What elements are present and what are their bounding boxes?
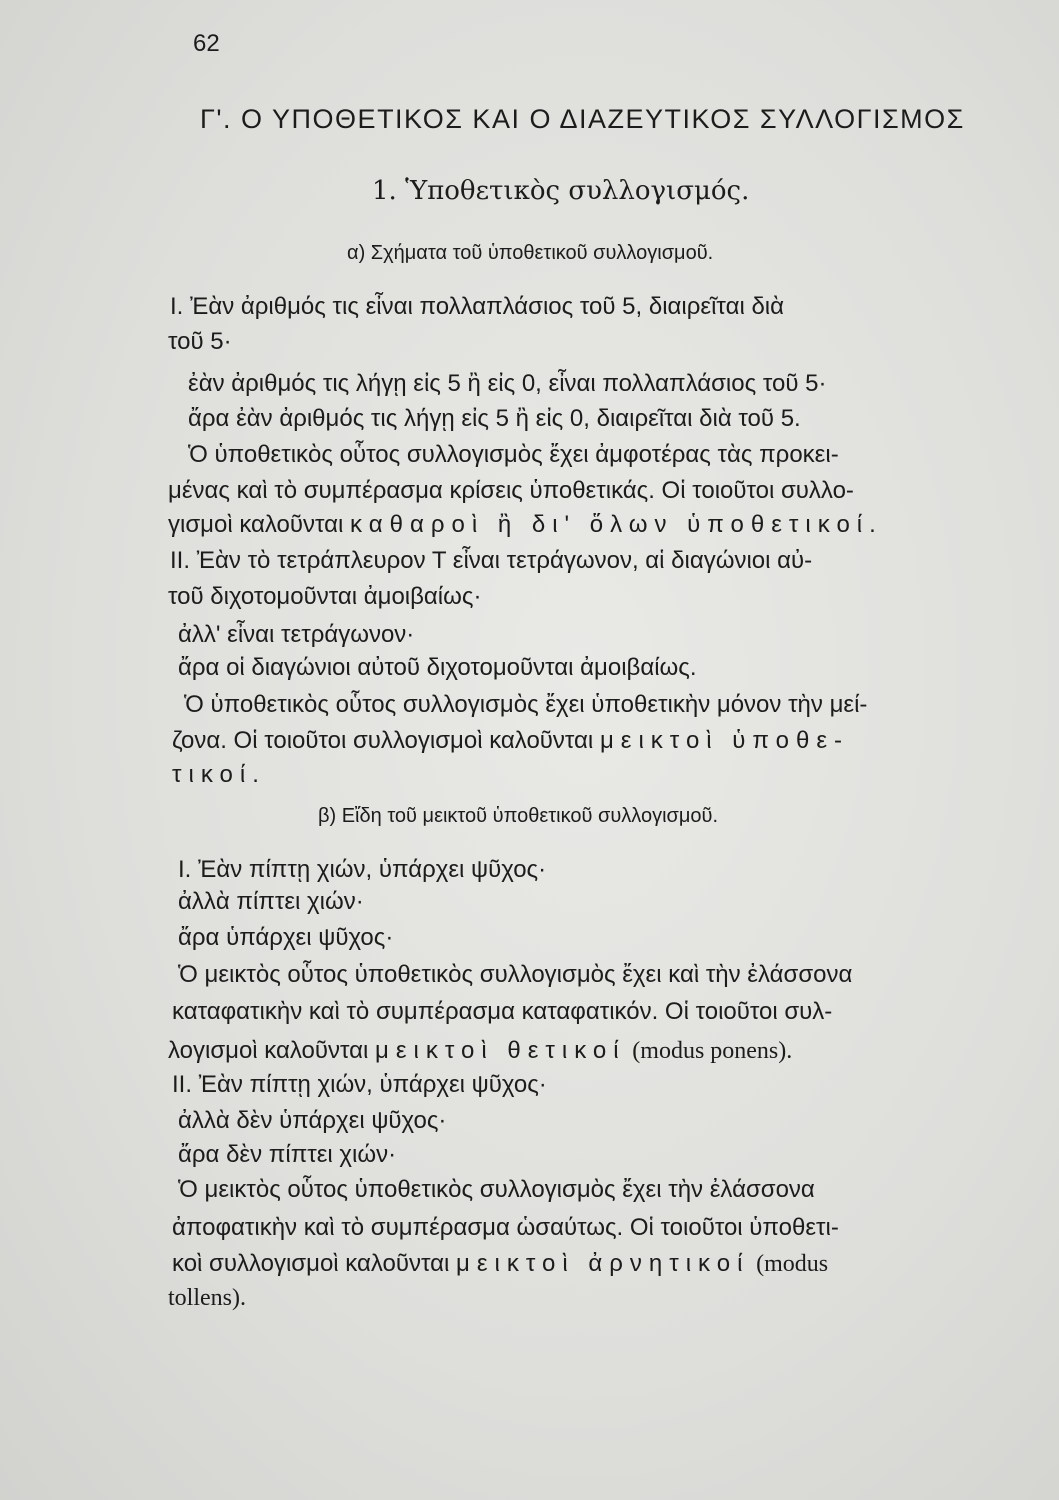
text-fragment: κοὶ συλλογισμοὶ καλοῦνται — [172, 1250, 450, 1277]
latin-term: tollens). — [168, 1285, 246, 1311]
text-line: I. Ἐὰν πίπτῃ χιών, ὑπάρχει ψῦχος· — [178, 856, 547, 883]
subsection-a-title: α) Σχήματα τοῦ ὑποθετικοῦ συλλογισμοῦ. — [347, 242, 714, 264]
text-line: τοῦ διχοτομοῦνται ἀμοιβαίως· — [168, 583, 482, 610]
text-line — [168, 510, 883, 540]
text-line: ἄρα οἱ διαγώνιοι αὐτοῦ διχοτομοῦνται ἀμοιβαίως. — [178, 654, 697, 681]
spaced-term: μεικτοὶ ἀρνητικοί — [456, 1250, 750, 1277]
text-line: Ὁ ὑποθετικὸς οὗτος συλλογισμὸς ἔχει ἀμφοτέρας τὰς προκει- — [188, 441, 839, 468]
text-line — [168, 1036, 792, 1066]
text-line: ἄρα ἐὰν ἀριθμός τις λήγῃ εἰς 5 ἢ εἰς 0, διαιρεῖται διὰ τοῦ 5. — [188, 405, 801, 432]
text-line: ἄρα ὑπάρχει ψῦχος· — [178, 924, 394, 951]
text-fragment: ζονα. Οἱ τοιοῦτοι συλλογισμοὶ καλοῦνται — [172, 727, 594, 754]
text-line: Ὁ μεικτὸς οὗτος ὑποθετικὸς συλλογισμὸς ἔχει τὴν ἐλάσσονα — [178, 1176, 815, 1203]
text-fragment: λογισμοὶ καλοῦνται — [168, 1037, 369, 1064]
text-line — [172, 726, 849, 756]
spaced-term: μεικτοὶ θετικοί — [375, 1037, 626, 1064]
latin-term: (modus — [756, 1251, 829, 1277]
spaced-term: μεικτοὶ ὑποθε- — [599, 727, 850, 754]
text-line: ἐὰν ἀριθμός τις λήγῃ εἰς 5 ἢ εἰς 0, εἶναι πολλαπλάσιος τοῦ 5· — [188, 370, 827, 397]
text-line: ἄρα δὲν πίπτει χιών· — [178, 1141, 397, 1168]
text-line: μένας καὶ τὸ συμπέρασμα κρίσεις ὑποθετικάς. Οἱ τοιοῦτοι συλλο- — [168, 477, 854, 504]
text-line: τοῦ 5· — [168, 328, 232, 355]
text-line: καταφατικὴν καὶ τὸ συμπέρασμα καταφατικόν. Οἱ τοιοῦτοι συλ- — [172, 998, 833, 1025]
spaced-term: καθαροὶ ἢ δι' ὅλων ὑποθετικοί. — [350, 511, 883, 538]
spaced-term: τικοί. — [172, 761, 266, 788]
text-line: ἀλλ' εἶναι τετράγωνον· — [178, 621, 415, 648]
text-line: Ὁ μεικτὸς οὗτος ὑποθετικὸς συλλογισμὸς ἔχει καὶ τὴν ἐλάσσονα — [178, 961, 853, 988]
section-title: 1. Ὑποθετικὸς συλλογισμός. — [372, 176, 750, 206]
page-number: 62 — [193, 30, 220, 57]
text-line: ἀποφατικὴν καὶ τὸ συμπέρασμα ὡσαύτως. Οἱ τοιοῦτοι ὑποθετι- — [172, 1214, 839, 1241]
text-line: Ὁ ὑποθετικὸς οὗτος συλλογισμὸς ἔχει ὑποθετικὴν μόνον τὴν μεί- — [184, 691, 868, 718]
text-fragment: γισμοὶ καλοῦνται — [168, 511, 344, 538]
text-line: II. Ἐὰν τὸ τετράπλευρον Τ εἶναι τετράγωνον, αἱ διαγώνιοι αὐ- — [170, 547, 813, 574]
text-line — [172, 1249, 828, 1279]
text-line: ἀλλὰ πίπτει χιών· — [178, 888, 364, 915]
latin-term: (modus ponens). — [632, 1038, 793, 1064]
text-line: ἀλλὰ δὲν ὑπάρχει ψῦχος· — [178, 1107, 447, 1134]
subsection-b-title: β) Εἴδη τοῦ μεικτοῦ ὑποθετικοῦ συλλογισμοῦ. — [318, 805, 719, 827]
text-line: I. Ἐὰν ἀριθμός τις εἶναι πολλαπλάσιος τοῦ 5, διαιρεῖται διὰ — [170, 293, 785, 320]
text-line: II. Ἐὰν πίπτῃ χιών, ὑπάρχει ψῦχος· — [172, 1071, 547, 1098]
chapter-title: Γ'. Ο ΥΠΟΘΕΤΙΚΟΣ ΚΑΙ Ο ΔΙΑΖΕΥΤΙΚΟΣ ΣΥΛΛΟΓΙΣΜΟΣ — [200, 104, 965, 134]
